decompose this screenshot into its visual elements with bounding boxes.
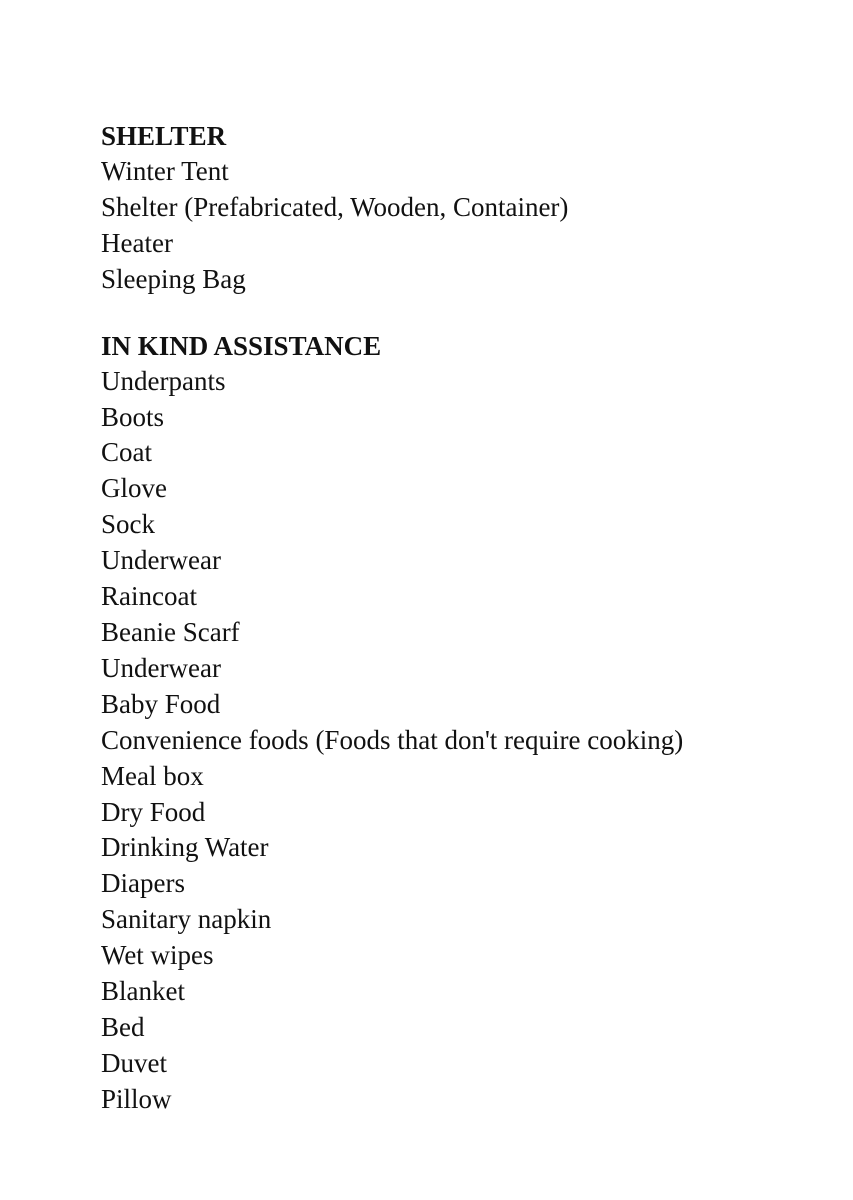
list-item: Boots xyxy=(101,401,165,432)
list-item: Glove xyxy=(101,473,167,504)
list-item: Sanitary napkin xyxy=(101,904,272,935)
list-item: Dry Food xyxy=(101,796,206,827)
list-item: Convenience foods (Foods that don't require cooking) xyxy=(101,724,684,755)
list-item: Sock xyxy=(101,509,155,540)
section-shelter xyxy=(101,118,841,298)
item-list xyxy=(101,154,841,298)
list-item: Underpants xyxy=(101,365,226,396)
list-item: Heater xyxy=(101,227,173,258)
list-item: Raincoat xyxy=(101,581,197,612)
section-heading: SHELTER xyxy=(101,121,227,151)
list-item: Pillow xyxy=(101,1083,172,1114)
list-item: Duvet xyxy=(101,1047,167,1078)
document-page xyxy=(101,118,841,1118)
list-item: Underwear xyxy=(101,545,221,576)
section-in-kind-assistance xyxy=(101,328,841,1118)
section-heading: IN KIND ASSISTANCE xyxy=(101,330,382,361)
list-item: Blanket xyxy=(101,976,185,1007)
list-item: Wet wipes xyxy=(101,940,214,971)
item-list xyxy=(101,364,841,1118)
list-item: Diapers xyxy=(101,868,185,899)
list-item: Shelter (Prefabricated, Wooden, Container) xyxy=(101,191,569,222)
list-item: Drinking Water xyxy=(101,832,269,863)
list-item: Meal box xyxy=(101,760,204,791)
list-item: Bed xyxy=(101,1011,145,1042)
list-item: Beanie Scarf xyxy=(101,616,240,647)
list-item: Sleeping Bag xyxy=(101,263,246,294)
list-item: Underwear xyxy=(101,652,221,683)
list-item: Winter Tent xyxy=(101,156,229,186)
list-item: Coat xyxy=(101,437,152,468)
list-item: Baby Food xyxy=(101,688,221,719)
